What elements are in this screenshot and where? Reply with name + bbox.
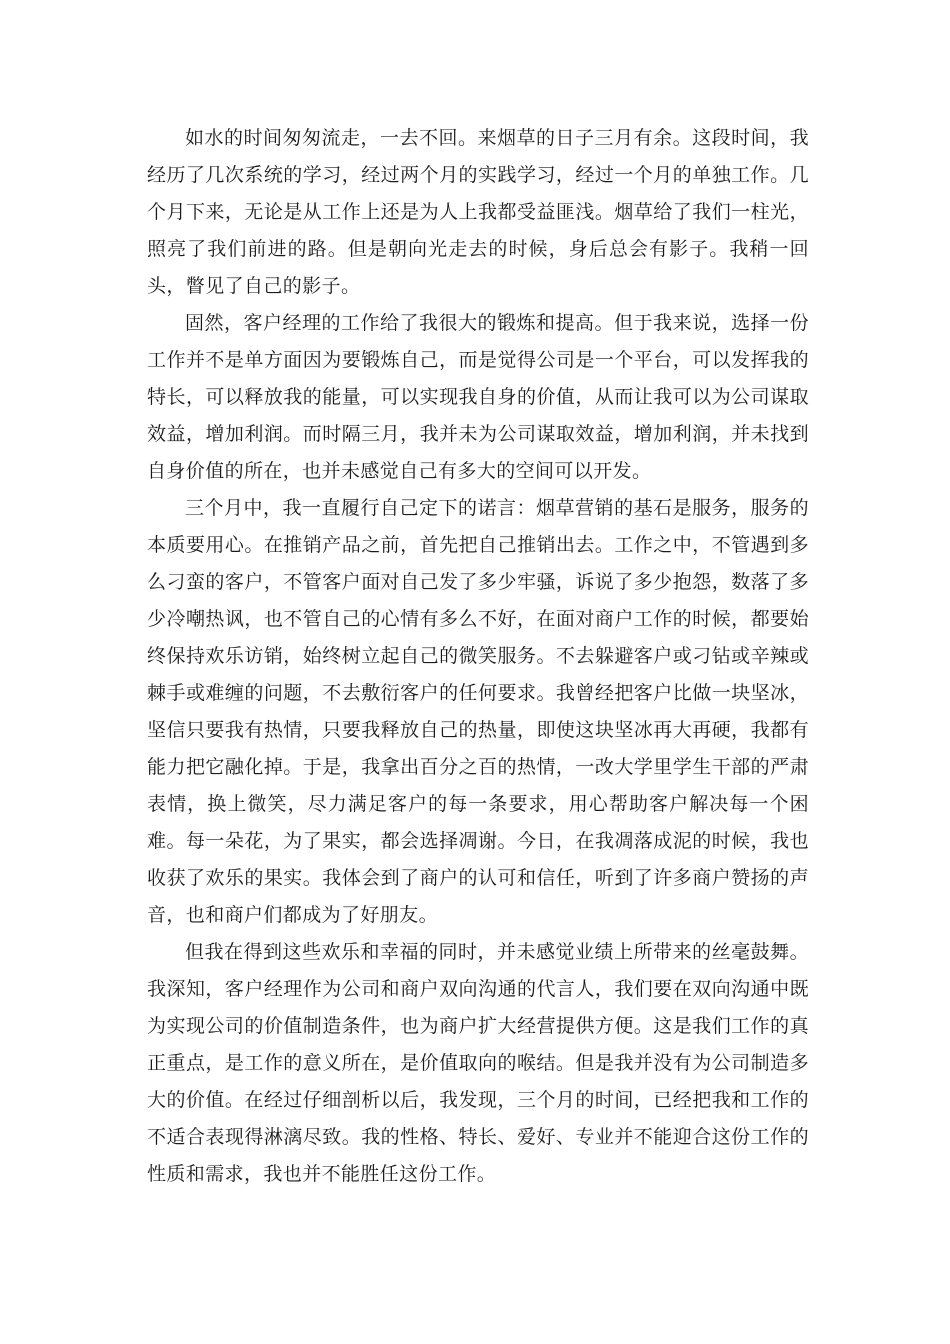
paragraph-4: 但我在得到这些欢乐和幸福的同时，并未感觉业绩上所带来的丝毫鼓舞。我深知，客户经理作为公司和商户双向沟通的代言人，我们要在双向沟通中既为实现公司的价值制造条件，也为商户扩大经营提供方便。这是我们工作的真正重点，是工作的意义所在，是价值取向的喉结。但是我并没有为公司制造多大的价值。在经过仔细剖析以后，我发现，三个月的时间，已经把我和工作的不适合表现得淋漓尽致。我的性格、特长、爱好、专业并不能迎合这份工作的性质和需求，我也并不能胜任这份工作。 [147, 941, 809, 1185]
paragraph-2: 固然，客户经理的工作给了我很大的锻炼和提高。但于我来说，选择一份工作并不是单方面因为要锻炼自己，而是觉得公司是一个平台，可以发挥我的特长，可以释放我的能量，可以实现我自身的价值，从而让我可以为公司谋取效益，增加利润。而时隔三月，我并未为公司谋取效益，增加利润，并未找到自身价值的所在，也并未感觉自己有多大的空间可以开发。 [147, 312, 809, 482]
paragraph-1: 如水的时间匆匆流走，一去不回。来烟草的日子三月有余。这段时间，我经历了几次系统的学习，经过两个月的实践学习，经过一个月的单独工作。几个月下来，无论是从工作上还是为人上我都受益匪浅。烟草给了我们一柱光，照亮了我们前进的路。但是朝向光走去的时候，身后总会有影子。我稍一回头，瞥见了自己的影子。 [147, 127, 809, 297]
paragraph-3: 三个月中，我一直履行自己定下的诺言：烟草营销的基石是服务，服务的本质要用心。在推销产品之前，首先把自己推销出去。工作之中，不管遇到多么刁蛮的客户，不管客户面对自己发了多少牢骚，诉说了多少抱怨，数落了多少冷嘲热讽，也不管自己的心情有多么不好，在面对商户工作的时候，都要始终保持欢乐访销，始终树立起自己的微笑服务。不去躲避客户或刁钻或辛辣或棘手或难缠的问题，不去敷衍客户的任何要求。我曾经把客户比做一块坚冰，坚信只要我有热情，只要我释放自己的热量，即使这块坚冰再大再硬，我都有能力把它融化掉。于是，我拿出百分之百的热情，一改大学里学生干部的严肃表情，换上微笑，尽力满足客户的每一条要求，用心帮助客户解决每一个困难。每一朵花，为了果实，都会选择凋谢。今日，在我凋落成泥的时候，我也收获了欢乐的果实。我体会到了商户的认可和信任，听到了许多商户赞扬的声音，也和商户们都成为了好朋友。 [147, 497, 809, 926]
document-body [147, 120, 809, 1193]
